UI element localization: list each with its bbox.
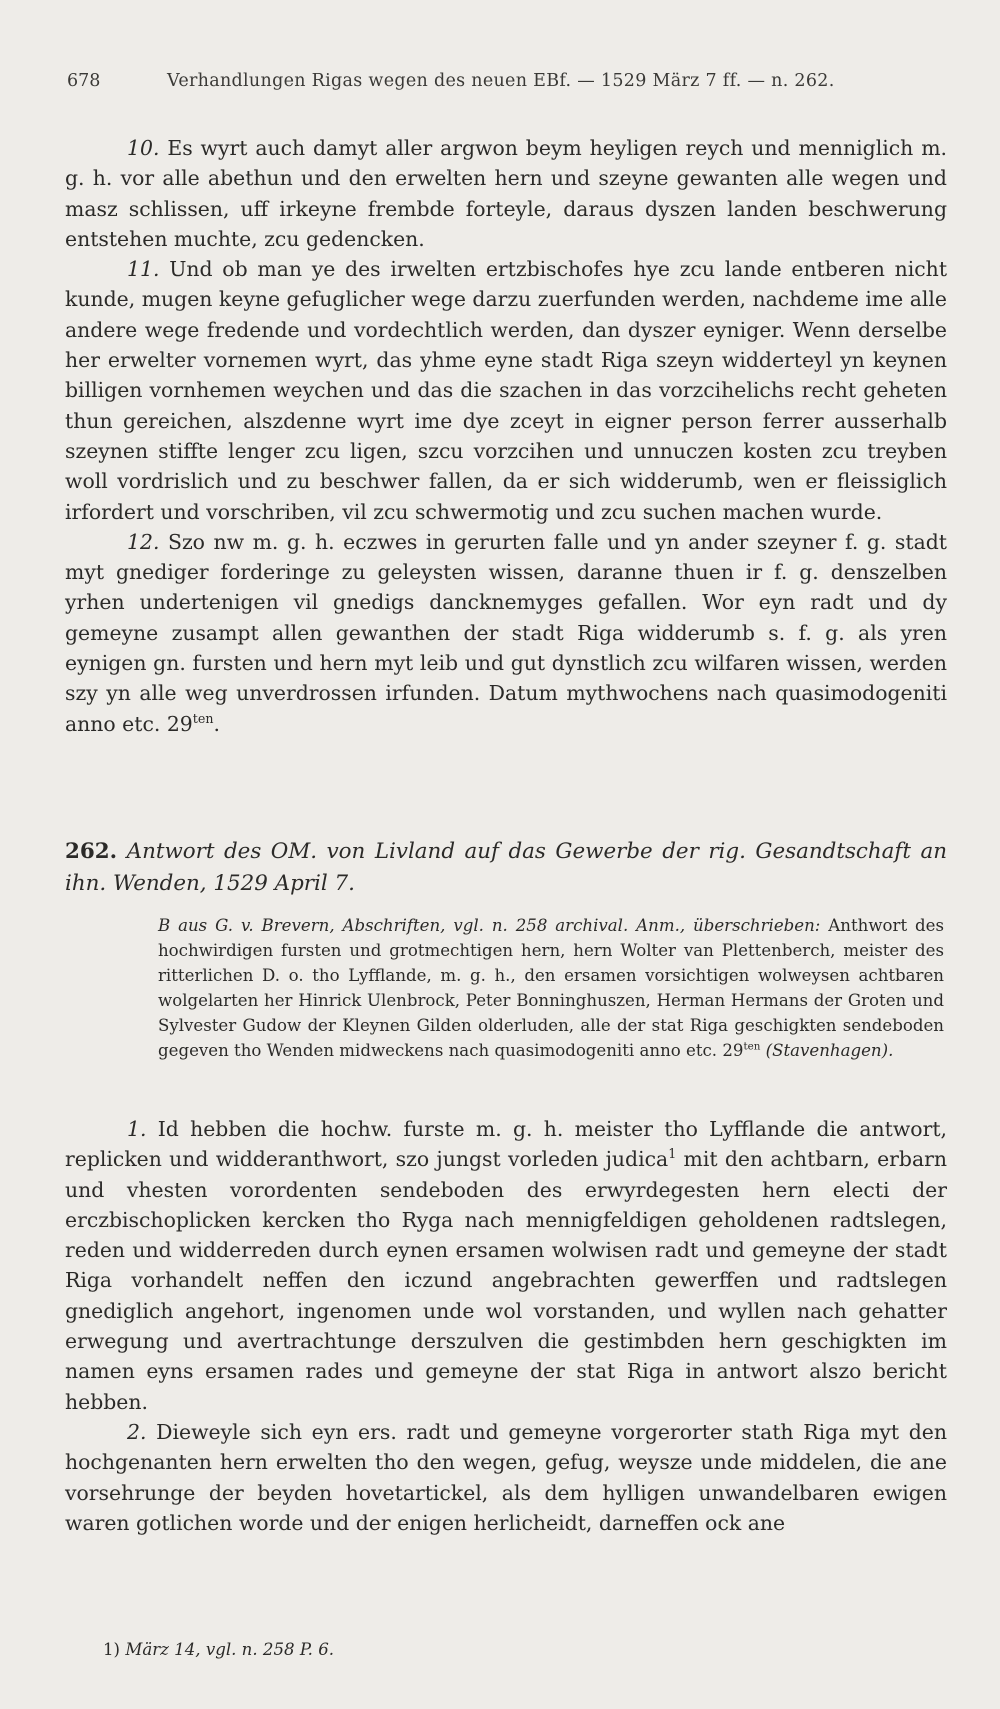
document-title: Antwort des OM. von Livland auf das Gewerbe der rig. Gesandtschaft an ihn. Wenden, 1529 April 7. bbox=[65, 839, 947, 896]
paragraph-number: 11. bbox=[127, 257, 160, 282]
previous-document-text bbox=[65, 133, 947, 739]
paragraph-text: Es wyrt auch damyt aller argwon beym heyligen reych und menniglich m. g. h. vor alle abethun und den erwelten hern und szeyne gewanten alle wegen und masz schlissen, uff irkeyne frembde forteyle, daraus dyszen landen beschwerung entstehen muchte, zcu gedencken. bbox=[65, 136, 948, 251]
source-note-intro: B aus G. v. Brevern, Abschriften, vgl. n. 258 archival. Anm., überschrieben: bbox=[158, 916, 821, 935]
footnote bbox=[103, 1639, 334, 1661]
paragraph-12 bbox=[65, 527, 947, 739]
document-heading bbox=[65, 836, 947, 900]
source-note bbox=[158, 913, 944, 1063]
paragraph-10 bbox=[65, 133, 947, 254]
paragraph-number: 12. bbox=[127, 529, 160, 554]
footnote-text: März 14, vgl. n. 258 P. 6. bbox=[125, 1640, 335, 1659]
paragraph-text: Id hebben die hochw. furste m. g. h. meister tho Lyfflande die antwort, replicken und widderanthwort, szo jungst vorleden judica bbox=[65, 1117, 948, 1172]
paragraph-tail: . bbox=[213, 711, 220, 736]
document-262-text bbox=[65, 1114, 947, 1538]
source-note-tail: (Stavenhagen). bbox=[765, 1041, 894, 1060]
paragraph-number: 10. bbox=[127, 136, 160, 160]
footnote-reference: 1 bbox=[668, 1146, 677, 1162]
running-title: Verhandlungen Rigas wegen des neuen EBf. — 1529 März 7 ff. — n. 262. bbox=[167, 71, 835, 91]
paragraph-text: Dieweyle sich eyn ers. radt und gemeyne vorgerorter stath Riga myt den hochgenanten hern erwelten tho den wegen, gefug, weysze unde middelen, die ane vorsehrunge der beyden hovetartickel, als dem hylligen unwandelbaren ewigen waren gotlichen worde und der enigen herlicheidt, darneffen ock ane bbox=[65, 1419, 948, 1535]
superscript: ten bbox=[743, 1040, 761, 1053]
paragraph-text: Und ob man ye des irwelten ertzbischofes hye zcu lande entberen nicht kunde, mugen keyne gefuglicher wege darzu zuerfunden werden, nachdeme ime alle andere wege fredende und vordechtlich werden, dan dyszer eyniger. Wenn derselbe her erwelter vornemen wyrt, das yhme eyne stadt Riga szeyn widderteyl yn keynen billigen vornhemen weychen und das die szachen in das vorzcihelichs recht geheten thun gereichen, alszdenne wyrt ime dye zceyt in eigner person ferrer ausserhalb szeynen stiffte lenger zcu ligen, szcu vorzcihen und unnuczen kosten zcu treyben woll vordrislich und zu beschwer fallen, da er sich widderumb, wen er fleissiglich irfordert und vorschriben, vil zcu schwermotig und zcu suchen machen wurde. bbox=[65, 257, 948, 524]
paragraph-11 bbox=[65, 254, 947, 527]
paragraph-number: 1. bbox=[127, 1117, 147, 1141]
paragraph-text-continued: mit den achtbarn, erbarn und vhesten vorordenten sendeboden des erwyrdegesten hern electi der erczbischoplicken kercken tho Ryga nach mennigfeldigen geholdenen radtslegen, reden und widderreden durch eynen ersamen wolwisen radt und gemeyne der stadt Riga vorhandelt neffen den iczund angebrachten gewerffen und radtslegen gnediglich angehort, ingenomen unde wol vorstanden, und wyllen nach gehatter erwegung und avertrachtunge derszulven die gestimbden hern geschigkten im namen eyns ersamen rades und gemeyne der stat Riga in antwort alszo bericht hebben. bbox=[65, 1147, 947, 1414]
paragraph-2 bbox=[65, 1417, 947, 1538]
source-note-text: Anthwort des hochwirdigen fursten und grotmechtigen hern, hern Wolter van Plettenberch, meister des ritterlichen D. o. tho Lyfflande, m. g. h., den ersamen vorsichtigen wolweysen achtbaren wolgelarten her Hinrick Ulenbrock, Peter Bonninghuszen, Herman Hermans der Groten und Sylvester Gudow der Kleynen Gilden olderluden, alle der stat Riga geschigkten sendeboden gegeven tho Wenden midweckens nach quasimodogeniti anno etc. 29 bbox=[158, 916, 944, 1060]
superscript: ten bbox=[192, 710, 214, 726]
document-number: 262. bbox=[65, 839, 118, 864]
page-number: 678 bbox=[67, 71, 101, 91]
paragraph-number: 2. bbox=[127, 1419, 147, 1444]
paragraph-text: Szo nw m. g. h. eczwes in gerurten falle und yn ander szeyner f. g. stadt myt gnediger forderinge zu geleysten wissen, daranne thuen ir f. g. denszelben yrhen undertenigen vil gnedigs dancknemyges gefallen. Wor eyn radt und dy gemeyne zusampt allen gewanthen der stadt Riga widderumb s. f. g. als yren eynigen gn. fursten und hern myt leib und gut dynstlich zcu wilfaren wissen, werden szy yn alle weg unverdrossen irfunden. Datum mythwochens nach quasimodogeniti anno etc. 29 bbox=[65, 529, 947, 736]
footnote-mark: 1) bbox=[103, 1640, 121, 1659]
paragraph-1 bbox=[65, 1114, 947, 1417]
